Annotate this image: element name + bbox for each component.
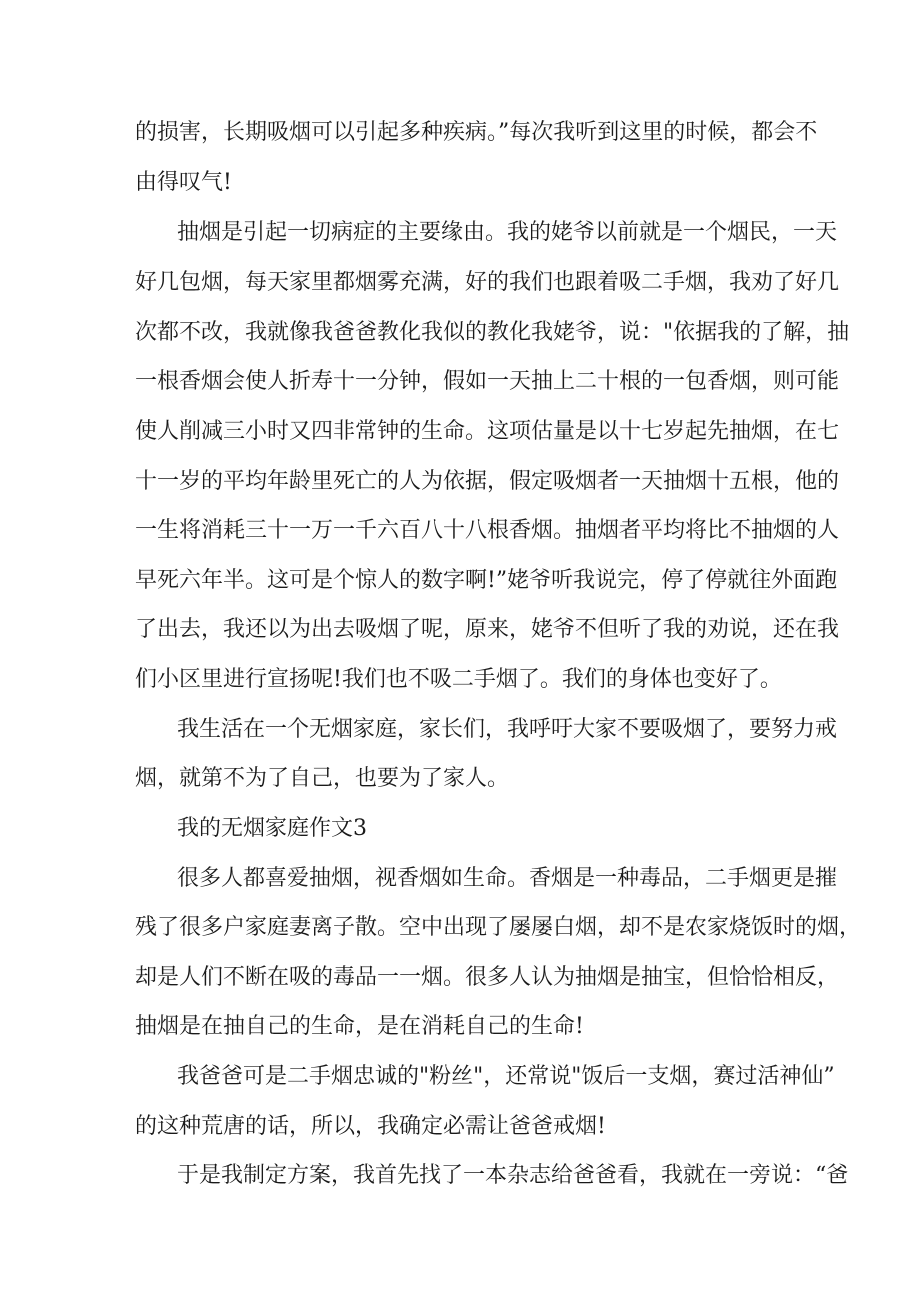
text-line: 十一岁的平均年龄里死亡的人为依据，假定吸烟者一天抽烟十五根，他的: [135, 469, 840, 494]
text-line: 们小区里进行宣扬呢!我们也不吸二手烟了。我们的身体也变好了。: [135, 667, 782, 692]
text-line: 了出去，我还以为出去吸烟了呢，原来，姥爷不但听了我的劝说，还在我: [135, 617, 840, 642]
text-line: 的这种荒唐的话，所以，我确定必需让爸爸戒烟!: [135, 1114, 606, 1139]
text-line: 于是我制定方案，我首先找了一本杂志给爸爸看，我就在一旁说：“爸: [177, 1163, 849, 1188]
text-line: 我生活在一个无烟家庭，家长们，我呼吁大家不要吸烟了，要努力戒: [177, 717, 838, 742]
text-line: 的损害，长期吸烟可以引起多种疾病。”每次我听到这里的时候，都会不: [135, 120, 818, 145]
text-line: 一根香烟会使人折寿十一分钟，假如一天抽上二十根的一包香烟，则可能: [135, 369, 840, 394]
text-line: 抽烟是引起一切病症的主要缘由。我的姥爷以前就是一个烟民，一天: [177, 220, 838, 245]
text-line: 由得叹气!: [135, 170, 232, 195]
text-line: 好几包烟，每天家里都烟雾充满，好的我们也跟着吸二手烟，我劝了好几: [135, 270, 840, 295]
text-line: 却是人们不断在吸的毒品一一烟。很多人认为抽烟是抽宝，但恰恰相反，: [135, 965, 840, 990]
text-line: 烟，就第不为了自己，也要为了家人。: [135, 766, 510, 791]
text-line: 早死六年半。这可是个惊人的数字啊!”姥爷听我说完，停了停就往外面跑: [135, 568, 838, 593]
text-line: 我爸爸可是二手烟忠诚的"粉丝"，还常说"饭后一支烟，赛过活神仙”: [177, 1064, 835, 1089]
text-line: 使人削减三小时又四非常钟的生命。这项估量是以十七岁起先抽烟，在七: [135, 419, 840, 444]
text-line: 次都不改，我就像我爸爸教化我似的教化我姥爷，说："依据我的了解，抽: [135, 320, 850, 345]
section-heading: 我的无烟家庭作文3: [177, 816, 367, 841]
text-line: 一生将消耗三十一万一千六百八十八根香烟。抽烟者平均将比不抽烟的人: [135, 518, 840, 543]
text-line: 抽烟是在抽自己的生命，是在消耗自己的生命!: [135, 1014, 584, 1039]
text-line: 残了很多户家庭妻离子散。空中出现了屡屡白烟，却不是农家烧饭时的烟，: [135, 915, 862, 940]
text-line: 很多人都喜爱抽烟，视香烟如生命。香烟是一种毒品，二手烟更是摧: [177, 866, 838, 891]
